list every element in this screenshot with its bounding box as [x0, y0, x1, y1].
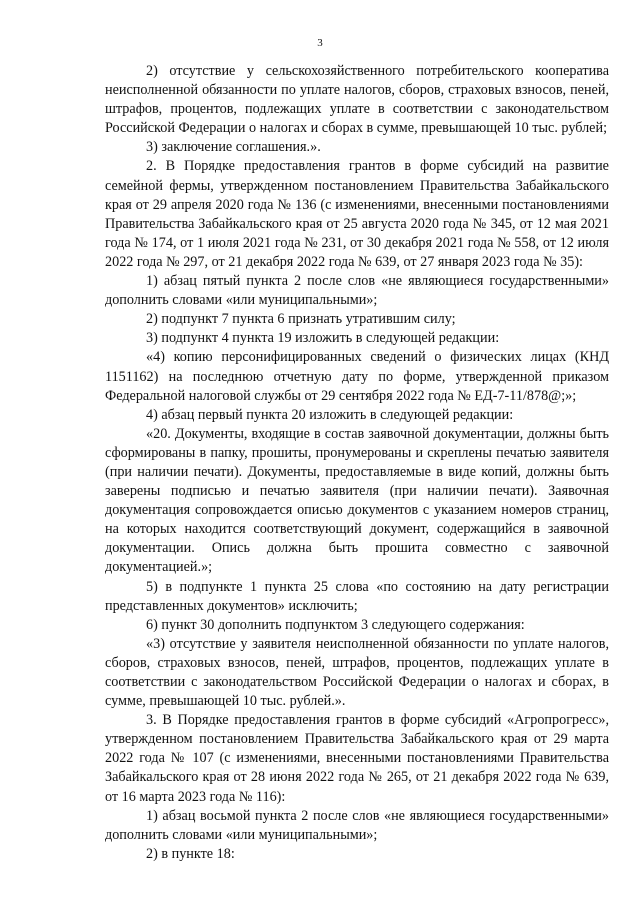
paragraph: «20. Документы, входящие в состав заявочной документации, должны быть сформированы в папку, прошиты, пронумерованы и скреплены печатью заявителя (при наличии печати). Документы, предоставляемые в виде копий, должны быть заверены подписью и печатью заявителя (при наличии печати). Заявочная документация сопровождается описью документов с указанием номеров страниц, на которых находится соответствующий документ, содержащийся в заявочной документации. Опись должна быть прошита совместно с заявочной документацией.»; [105, 425, 609, 576]
paragraph: 2) отсутствие у сельскохозяйственного потребительского кооператива неисполненной обязанности по уплате налогов, сборов, страховых взносов, пеней, штрафов, процентов, подлежащих уплате в соответствии с законодательством Российской Федерации о налогах и сборах в сумме, превышающей 10 тыс. рублей; [105, 63, 609, 137]
paragraph: 4) абзац первый пункта 20 изложить в следующей редакции: [146, 406, 514, 423]
paragraph: «3) отсутствие у заявителя неисполненной обязанности по уплате налогов, сборов, страховых взносов, пеней, штрафов, процентов, подлежащих уплате в соответствии с законодательством Российской Федерации о налогах и сборах, в сумме, превышающей 10 тыс. рублей.». [105, 635, 609, 710]
paragraph: 3) подпункт 4 пункта 19 изложить в следующей редакции: [146, 330, 500, 347]
paragraph: 2. В Порядке предоставления грантов в форме субсидий на развитие семейной фермы, утвержденном постановлением Правительства Забайкальского края от 29 апреля 2020 года № 136 (с изменениями, внесенными постановлениями Правительства Забайкальского края от 25 августа 2020 года № 345, от 12 мая 2021 года № 174, от 1 июля 2021 года № 231, от 30 декабря 2021 года № 558, от 12 июля 2022 года № 297, от 21 декабря 2022 года № 639, от 27 января 2023 года № 35): [105, 158, 609, 270]
paragraph: 1) абзац пятый пункта 2 после слов «не являющиеся государственными» дополнить словами «или муниципальными»; [105, 273, 609, 309]
paragraph: «4) копию персонифицированных сведений о физических лицах (КНД 1151162) на последнюю отчетную дату по форме, утвержденной приказом Федеральной налоговой службы от 29 сентября 2022 года № ЕД-7-11/878@;»; [105, 349, 609, 404]
page-number: 3 [317, 37, 323, 49]
paragraph: 5) в подпункте 1 пункта 25 слова «по состоянию на дату регистрации представленных документов» исключить; [105, 578, 609, 614]
paragraph: 1) абзац восьмой пункта 2 после слов «не являющиеся государственными» дополнить словами «или муниципальными»; [105, 807, 609, 843]
document-body [105, 62, 609, 864]
paragraph: 2) в пункте 18: [146, 845, 235, 862]
paragraph: 3) заключение соглашения.». [146, 139, 321, 156]
paragraph: 6) пункт 30 дополнить подпунктом 3 следующего содержания: [146, 616, 525, 633]
paragraph: 2) подпункт 7 пункта 6 признать утратившим силу; [146, 311, 456, 328]
paragraph: 3. В Порядке предоставления грантов в форме субсидий «Агропрогресс», утвержденном постановлением Правительства Забайкальского края от 29 марта 2022 года № 107 (с изменениями, внесенными постановлениями Правительства Забайкальского края от 28 июня 2022 года № 265, от 21 декабря 2022 года № 639, от 16 марта 2023 года № 116): [105, 712, 609, 805]
